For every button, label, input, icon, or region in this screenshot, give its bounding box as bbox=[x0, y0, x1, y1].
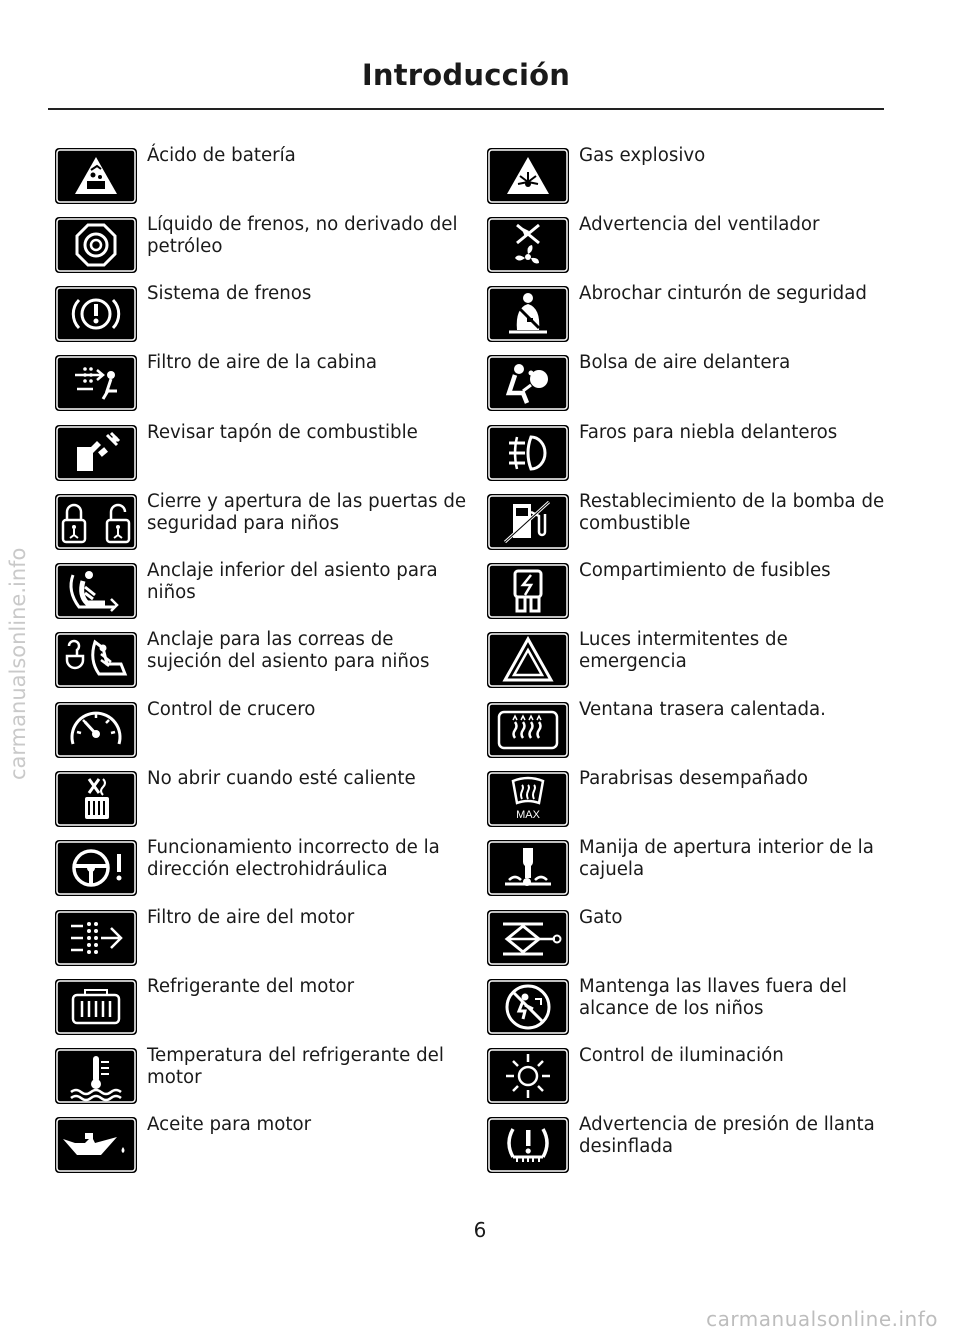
list-item bbox=[55, 145, 465, 204]
heated-rear-window-icon bbox=[487, 702, 569, 758]
max-text: MAX bbox=[516, 809, 540, 821]
page-title: Introducción bbox=[361, 58, 571, 92]
page-header bbox=[48, 58, 884, 110]
list-item bbox=[487, 1114, 897, 1173]
cabin-air-filter-icon bbox=[55, 355, 137, 411]
list-item bbox=[55, 976, 465, 1035]
battery-acid-icon bbox=[55, 148, 137, 204]
front-fog-lamp-icon bbox=[487, 425, 569, 481]
list-item bbox=[487, 560, 897, 619]
engine-air-filter-icon bbox=[55, 910, 137, 966]
watermark: carmanualsonline.info bbox=[706, 1307, 938, 1331]
list-item bbox=[487, 768, 897, 827]
item-label: Gato bbox=[579, 907, 623, 928]
list-item bbox=[487, 629, 897, 688]
item-label: Control de iluminación bbox=[579, 1045, 784, 1066]
item-label: Cierre y apertura de las puertas de seguridad para niños bbox=[147, 491, 467, 534]
item-label: Control de crucero bbox=[147, 699, 316, 720]
list-item bbox=[487, 145, 897, 204]
item-label: No abrir cuando esté caliente bbox=[147, 768, 416, 789]
list-item bbox=[55, 629, 465, 688]
list-item bbox=[487, 699, 897, 758]
list-item bbox=[55, 1045, 465, 1104]
item-label: Gas explosivo bbox=[579, 145, 706, 166]
airbag-icon bbox=[487, 355, 569, 411]
list-item bbox=[55, 560, 465, 619]
engine-coolant-icon bbox=[55, 979, 137, 1035]
list-item bbox=[55, 352, 465, 411]
list-item bbox=[55, 837, 465, 896]
item-label: Compartimiento de fusibles bbox=[579, 560, 831, 581]
steering-fault-icon bbox=[55, 840, 137, 896]
jack-icon bbox=[487, 910, 569, 966]
lighting-control-icon bbox=[487, 1048, 569, 1104]
item-label: Restablecimiento de la bomba de combustible bbox=[579, 491, 885, 534]
side-watermark: carmanualsonline.info bbox=[6, 547, 30, 780]
item-label: Anclaje inferior del asiento para niños bbox=[147, 560, 438, 603]
windshield-defrost-icon bbox=[487, 771, 569, 827]
list-item bbox=[487, 422, 897, 481]
item-label: Funcionamiento incorrecto de la dirección electrohidráulica bbox=[147, 837, 440, 880]
item-label: Bolsa de aire delantera bbox=[579, 352, 791, 373]
list-item bbox=[55, 491, 467, 550]
item-label: Mantenga las llaves fuera del alcance de los niños bbox=[579, 976, 847, 1019]
list-item bbox=[487, 214, 897, 273]
fan-warning-icon bbox=[487, 217, 569, 273]
item-label: Advertencia del ventilador bbox=[579, 214, 820, 235]
list-item bbox=[55, 283, 465, 342]
keys-away-children-icon bbox=[487, 979, 569, 1035]
list-item bbox=[55, 1114, 465, 1173]
engine-oil-icon bbox=[55, 1117, 137, 1173]
list-item bbox=[55, 422, 465, 481]
item-label: Líquido de frenos, no derivado del petróleo bbox=[147, 214, 458, 257]
item-label: Advertencia de presión de llanta desinflada bbox=[579, 1114, 875, 1157]
child-lock-icon bbox=[55, 494, 137, 550]
item-label: Abrochar cinturón de seguridad bbox=[579, 283, 867, 304]
trunk-release-icon bbox=[487, 840, 569, 896]
list-item bbox=[487, 976, 897, 1035]
hazard-flasher-icon bbox=[487, 632, 569, 688]
list-item bbox=[55, 214, 465, 273]
item-label: Faros para niebla delanteros bbox=[579, 422, 838, 443]
item-label: Manija de apertura interior de la cajuela bbox=[579, 837, 874, 880]
list-item bbox=[487, 283, 897, 342]
coolant-temperature-icon bbox=[55, 1048, 137, 1104]
list-item bbox=[55, 768, 465, 827]
item-label: Anclaje para las correas de sujeción del asiento para niños bbox=[147, 629, 430, 672]
child-seat-anchor-icon bbox=[55, 563, 137, 619]
fuse-box-icon bbox=[487, 563, 569, 619]
item-label: Ventana trasera calentada. bbox=[579, 699, 826, 720]
seatbelt-icon bbox=[487, 286, 569, 342]
child-seat-tether-icon bbox=[55, 632, 137, 688]
list-item bbox=[55, 907, 465, 966]
tire-pressure-icon bbox=[487, 1117, 569, 1173]
list-item bbox=[487, 352, 897, 411]
brake-fluid-icon bbox=[55, 217, 137, 273]
list-item bbox=[487, 907, 897, 966]
item-label: Ácido de batería bbox=[147, 145, 296, 166]
item-label: Aceite para motor bbox=[147, 1114, 312, 1135]
list-item bbox=[487, 491, 897, 550]
item-label: Filtro de aire de la cabina bbox=[147, 352, 378, 373]
do-not-open-hot-icon bbox=[55, 771, 137, 827]
page-number: 6 bbox=[473, 1218, 487, 1242]
item-label: Refrigerante del motor bbox=[147, 976, 355, 997]
item-label: Temperatura del refrigerante del motor bbox=[147, 1045, 444, 1088]
item-label: Revisar tapón de combustible bbox=[147, 422, 418, 443]
item-label: Parabrisas desempañado bbox=[579, 768, 809, 789]
cruise-control-icon bbox=[55, 702, 137, 758]
brake-system-icon bbox=[55, 286, 137, 342]
list-item bbox=[55, 699, 465, 758]
list-item bbox=[487, 1045, 897, 1104]
explosive-gas-icon bbox=[487, 148, 569, 204]
item-label: Sistema de frenos bbox=[147, 283, 312, 304]
fuel-cap-icon bbox=[55, 425, 137, 481]
fuel-pump-reset-icon bbox=[487, 494, 569, 550]
item-label: Filtro de aire del motor bbox=[147, 907, 355, 928]
list-item bbox=[487, 837, 897, 896]
item-label: Luces intermitentes de emergencia bbox=[579, 629, 788, 672]
